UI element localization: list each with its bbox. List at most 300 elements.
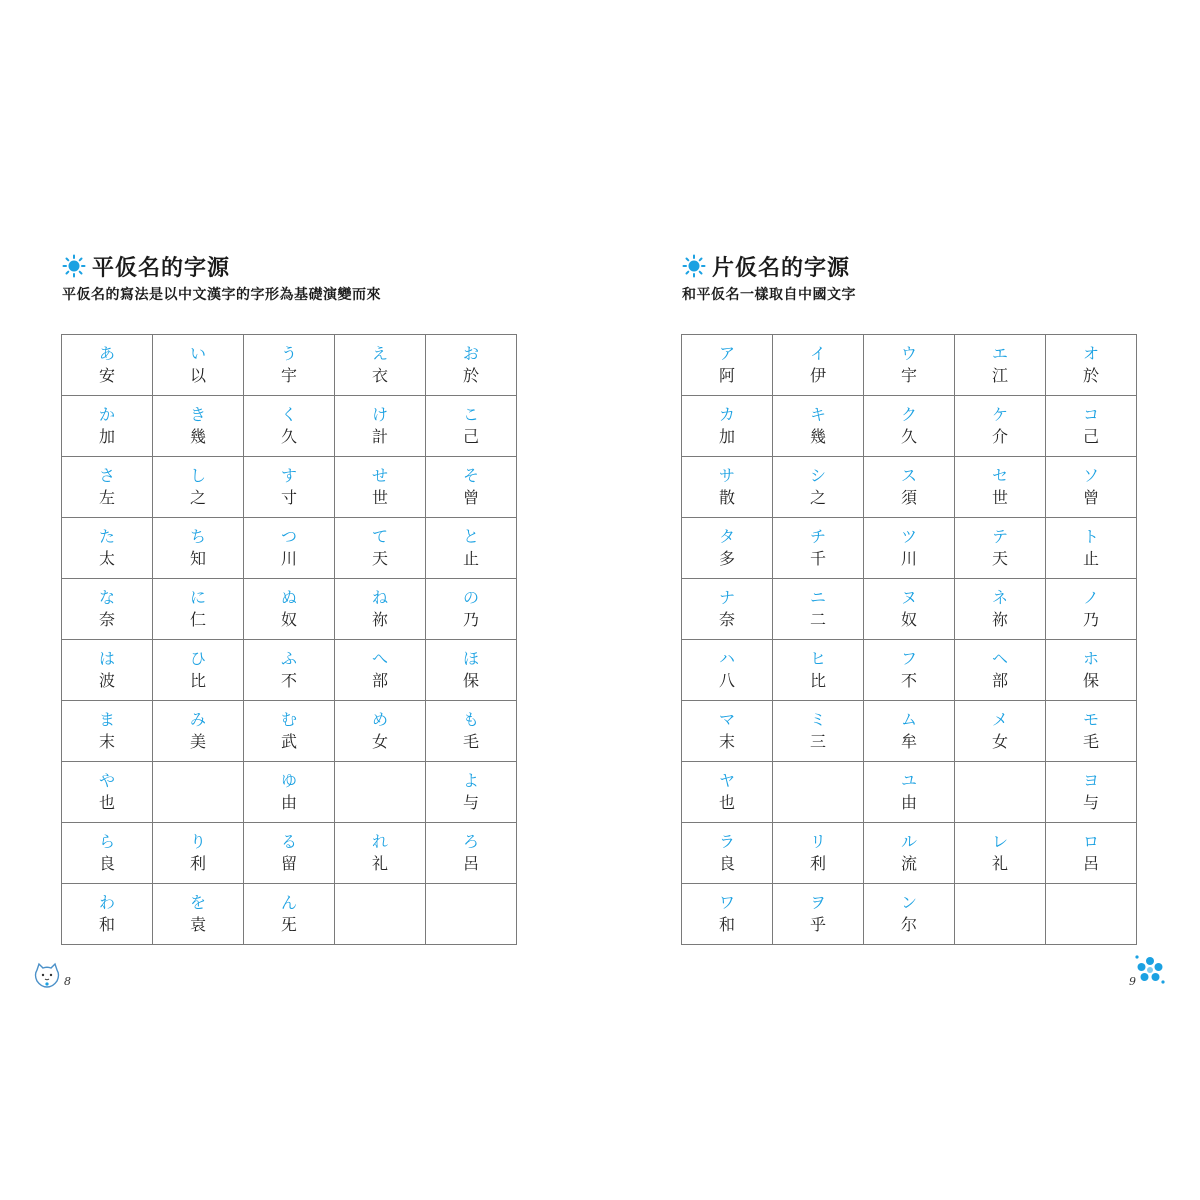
- source-kanji: 左: [98, 488, 115, 507]
- kana-char: む: [280, 710, 297, 729]
- kana-char: ユ: [900, 771, 917, 790]
- kana-char: と: [462, 527, 479, 546]
- kana-cell: [1046, 518, 1137, 579]
- source-kanji: 太: [98, 549, 115, 568]
- kana-char: ね: [371, 588, 388, 607]
- kana-cell: [773, 518, 864, 579]
- kana-char: に: [189, 588, 206, 607]
- kana-char: れ: [371, 832, 388, 851]
- kana-cell: [244, 335, 335, 396]
- kana-char: な: [98, 588, 115, 607]
- kana-char: ス: [900, 466, 917, 485]
- kana-cell: [153, 884, 244, 945]
- kana-cell: [62, 823, 153, 884]
- table-row: [62, 762, 517, 823]
- kana-cell: [244, 579, 335, 640]
- table-row: [682, 396, 1137, 457]
- kana-char: ふ: [280, 649, 297, 668]
- source-kanji: 由: [280, 793, 297, 812]
- kana-cell: [153, 457, 244, 518]
- kana-cell: [682, 396, 773, 457]
- kana-cell: [1046, 396, 1137, 457]
- kana-cell: [682, 518, 773, 579]
- kana-cell: [244, 823, 335, 884]
- kana-cell: [153, 396, 244, 457]
- kana-cell: [955, 884, 1046, 945]
- kana-char: ち: [189, 527, 206, 546]
- kana-cell: [773, 701, 864, 762]
- kana-cell: [864, 823, 955, 884]
- source-kanji: 毛: [462, 732, 479, 751]
- table-row: [62, 640, 517, 701]
- flower-icon: [1133, 953, 1167, 987]
- source-kanji: 江: [991, 366, 1008, 385]
- kana-char: ゆ: [280, 771, 297, 790]
- kana-cell: [955, 335, 1046, 396]
- source-kanji: 利: [809, 854, 826, 873]
- kana-char: ン: [900, 893, 917, 912]
- source-kanji: 由: [900, 793, 917, 812]
- kana-cell: [62, 762, 153, 823]
- kana-cell: [426, 640, 517, 701]
- kana-char: ウ: [900, 344, 917, 363]
- source-kanji: 波: [98, 671, 115, 690]
- source-kanji: 武: [280, 732, 297, 751]
- source-kanji: 末: [98, 732, 115, 751]
- kana-cell: [773, 762, 864, 823]
- source-kanji: 旡: [280, 915, 297, 934]
- kana-cell: [955, 701, 1046, 762]
- kana-char: ム: [900, 710, 917, 729]
- kana-char: ナ: [718, 588, 735, 607]
- source-kanji: 毛: [1082, 732, 1099, 751]
- source-kanji: 幾: [189, 427, 206, 446]
- sun-icon: [62, 254, 86, 278]
- source-kanji: 散: [718, 488, 735, 507]
- kana-char: エ: [991, 344, 1008, 363]
- kana-cell: [773, 640, 864, 701]
- kana-cell: [1046, 884, 1137, 945]
- source-kanji: 部: [371, 671, 388, 690]
- source-kanji: 奈: [98, 610, 115, 629]
- kana-cell: [62, 579, 153, 640]
- kana-cell: [426, 335, 517, 396]
- kana-char: こ: [462, 405, 479, 424]
- kana-char: ケ: [991, 405, 1008, 424]
- kana-cell: [426, 518, 517, 579]
- katakana-heading: [682, 250, 850, 282]
- source-kanji: 比: [189, 671, 206, 690]
- source-kanji: 保: [462, 671, 479, 690]
- kana-cell: [773, 396, 864, 457]
- kana-char: ク: [900, 405, 917, 424]
- kana-cell: [62, 396, 153, 457]
- kana-char: チ: [809, 527, 826, 546]
- kana-char: け: [371, 405, 388, 424]
- source-kanji: 良: [98, 854, 115, 873]
- source-kanji: 尔: [900, 915, 917, 934]
- kana-cell: [864, 762, 955, 823]
- kana-cell: [955, 396, 1046, 457]
- table-row: [62, 884, 517, 945]
- kana-char: も: [462, 710, 479, 729]
- kana-char: い: [189, 344, 206, 363]
- kana-char: タ: [718, 527, 735, 546]
- kana-cell: [955, 823, 1046, 884]
- table-row: [62, 579, 517, 640]
- source-kanji: 多: [718, 549, 735, 568]
- kana-char: え: [371, 344, 388, 363]
- table-row: [62, 335, 517, 396]
- kana-cell: [773, 823, 864, 884]
- source-kanji: 計: [371, 427, 388, 446]
- kana-char: マ: [718, 710, 735, 729]
- source-kanji: 之: [189, 488, 206, 507]
- katakana-table: [681, 334, 1137, 945]
- source-kanji: 女: [991, 732, 1008, 751]
- kana-char: オ: [1082, 344, 1099, 363]
- kana-cell: [426, 701, 517, 762]
- source-kanji: 川: [280, 549, 297, 568]
- source-kanji: 宇: [900, 366, 917, 385]
- kana-cell: [864, 579, 955, 640]
- source-kanji: 末: [718, 732, 735, 751]
- source-kanji: 不: [280, 671, 297, 690]
- source-kanji: 久: [280, 427, 297, 446]
- source-kanji: 之: [809, 488, 826, 507]
- source-kanji: 流: [900, 854, 917, 873]
- kana-cell: [682, 640, 773, 701]
- kana-char: あ: [98, 344, 115, 363]
- page-subtitle: 和平仮名一樣取自中國文字: [682, 287, 856, 303]
- kana-cell: [955, 579, 1046, 640]
- kana-char: せ: [371, 466, 388, 485]
- table-row: [62, 823, 517, 884]
- kana-cell: [955, 457, 1046, 518]
- kana-char: テ: [991, 527, 1008, 546]
- kana-char: し: [189, 466, 206, 485]
- kana-cell: [153, 518, 244, 579]
- kana-char: た: [98, 527, 115, 546]
- kana-cell: [244, 518, 335, 579]
- kana-cell: [682, 762, 773, 823]
- source-kanji: 呂: [1082, 854, 1099, 873]
- kana-char: の: [462, 588, 479, 607]
- source-kanji: 止: [1082, 549, 1099, 568]
- kana-cell: [244, 640, 335, 701]
- kana-cell: [426, 762, 517, 823]
- kana-cell: [773, 335, 864, 396]
- source-kanji: 曾: [1082, 488, 1099, 507]
- source-kanji: 美: [189, 732, 206, 751]
- source-kanji: 奴: [280, 610, 297, 629]
- kana-cell: [153, 823, 244, 884]
- table-row: [62, 396, 517, 457]
- source-kanji: 於: [1082, 366, 1099, 385]
- source-kanji: 於: [462, 366, 479, 385]
- kana-char: フ: [900, 649, 917, 668]
- kana-cell: [335, 884, 426, 945]
- kana-cell: [244, 457, 335, 518]
- kana-char: コ: [1082, 405, 1099, 424]
- source-kanji: 和: [718, 915, 735, 934]
- kana-cell: [426, 823, 517, 884]
- source-kanji: 須: [900, 488, 917, 507]
- kana-char: キ: [809, 405, 826, 424]
- source-kanji: 幾: [809, 427, 826, 446]
- kana-cell: [244, 701, 335, 762]
- kana-char: ア: [718, 344, 735, 363]
- kana-cell: [1046, 457, 1137, 518]
- source-kanji: 乎: [809, 915, 826, 934]
- page-number: 9: [1129, 975, 1136, 988]
- source-kanji: 安: [98, 366, 115, 385]
- right-page: [600, 0, 1200, 1200]
- source-kanji: 呂: [462, 854, 479, 873]
- page-number: 8: [64, 975, 71, 988]
- kana-char: り: [189, 832, 206, 851]
- kana-cell: [682, 823, 773, 884]
- source-kanji: 与: [1082, 793, 1099, 812]
- kana-cell: [955, 518, 1046, 579]
- table-row: [682, 579, 1137, 640]
- kana-char: ぬ: [280, 588, 297, 607]
- table-row: [682, 518, 1137, 579]
- source-kanji: 寸: [280, 488, 297, 507]
- kana-cell: [335, 823, 426, 884]
- cat-icon: [32, 962, 62, 990]
- kana-cell: [426, 396, 517, 457]
- kana-char: や: [98, 771, 115, 790]
- kana-cell: [955, 640, 1046, 701]
- source-kanji: 己: [1082, 427, 1099, 446]
- kana-char: る: [280, 832, 297, 851]
- source-kanji: 乃: [1082, 610, 1099, 629]
- source-kanji: 三: [809, 732, 826, 751]
- source-kanji: 衣: [371, 366, 388, 385]
- kana-char: ヤ: [718, 771, 735, 790]
- kana-cell: [335, 396, 426, 457]
- kana-char: リ: [809, 832, 826, 851]
- source-kanji: 奈: [718, 610, 735, 629]
- kana-char: ロ: [1082, 832, 1099, 851]
- kana-cell: [682, 457, 773, 518]
- kana-char: カ: [718, 405, 735, 424]
- kana-cell: [244, 396, 335, 457]
- kana-char: わ: [98, 893, 115, 912]
- kana-cell: [62, 640, 153, 701]
- kana-cell: [426, 457, 517, 518]
- source-kanji: 保: [1082, 671, 1099, 690]
- kana-cell: [864, 640, 955, 701]
- kana-char: ん: [280, 893, 297, 912]
- hiragana-table: [61, 334, 517, 945]
- table-row: [682, 823, 1137, 884]
- source-kanji: 介: [991, 427, 1008, 446]
- kana-char: ノ: [1082, 588, 1099, 607]
- source-kanji: 止: [462, 549, 479, 568]
- kana-cell: [864, 396, 955, 457]
- kana-char: め: [371, 710, 388, 729]
- kana-cell: [244, 762, 335, 823]
- kana-char: ヘ: [991, 649, 1008, 668]
- page-title: 平仮名的字源: [92, 255, 231, 281]
- kana-cell: [1046, 762, 1137, 823]
- kana-cell: [62, 457, 153, 518]
- kana-char: ニ: [809, 588, 826, 607]
- kana-char: く: [280, 405, 297, 424]
- kana-cell: [335, 762, 426, 823]
- source-kanji: 知: [189, 549, 206, 568]
- sun-icon: [682, 254, 706, 278]
- source-kanji: 留: [280, 854, 297, 873]
- kana-cell: [426, 884, 517, 945]
- source-kanji: 袁: [189, 915, 206, 934]
- kana-cell: [955, 762, 1046, 823]
- kana-cell: [1046, 579, 1137, 640]
- kana-char: セ: [991, 466, 1008, 485]
- kana-cell: [1046, 701, 1137, 762]
- source-kanji: 礼: [371, 854, 388, 873]
- kana-char: う: [280, 344, 297, 363]
- kana-char: ラ: [718, 832, 735, 851]
- kana-cell: [773, 457, 864, 518]
- kana-char: そ: [462, 466, 479, 485]
- source-kanji: 己: [462, 427, 479, 446]
- kana-cell: [153, 640, 244, 701]
- page-subtitle: 平仮名的寫法是以中文漢字的字形為基礎演變而來: [62, 287, 381, 303]
- table-row: [682, 335, 1137, 396]
- source-kanji: 宇: [280, 366, 297, 385]
- kana-char: へ: [371, 649, 388, 668]
- kana-cell: [335, 640, 426, 701]
- source-kanji: 久: [900, 427, 917, 446]
- kana-char: メ: [991, 710, 1008, 729]
- table-row: [62, 457, 517, 518]
- kana-cell: [864, 518, 955, 579]
- source-kanji: 良: [718, 854, 735, 873]
- kana-char: か: [98, 405, 115, 424]
- table-row: [682, 884, 1137, 945]
- kana-char: ハ: [718, 649, 735, 668]
- source-kanji: 比: [809, 671, 826, 690]
- table-row: [682, 457, 1137, 518]
- kana-char: よ: [462, 771, 479, 790]
- kana-cell: [864, 335, 955, 396]
- hiragana-heading: [62, 250, 230, 282]
- kana-cell: [864, 457, 955, 518]
- source-kanji: 阿: [718, 366, 735, 385]
- kana-char: つ: [280, 527, 297, 546]
- kana-char: ネ: [991, 588, 1008, 607]
- kana-cell: [1046, 823, 1137, 884]
- source-kanji: 天: [371, 549, 388, 568]
- source-kanji: 利: [189, 854, 206, 873]
- kana-char: ひ: [189, 649, 206, 668]
- kana-char: を: [189, 893, 206, 912]
- kana-char: て: [371, 527, 388, 546]
- table-row: [682, 762, 1137, 823]
- kana-cell: [682, 701, 773, 762]
- kana-char: サ: [718, 466, 735, 485]
- source-kanji: 加: [718, 427, 735, 446]
- source-kanji: 女: [371, 732, 388, 751]
- source-kanji: 不: [900, 671, 917, 690]
- source-kanji: 牟: [900, 732, 917, 751]
- kana-cell: [153, 762, 244, 823]
- kana-char: ソ: [1082, 466, 1099, 485]
- kana-cell: [1046, 640, 1137, 701]
- source-kanji: 也: [98, 793, 115, 812]
- kana-cell: [682, 579, 773, 640]
- table-row: [682, 640, 1137, 701]
- source-kanji: 天: [991, 549, 1008, 568]
- source-kanji: 川: [900, 549, 917, 568]
- source-kanji: 伊: [809, 366, 826, 385]
- kana-char: イ: [809, 344, 826, 363]
- kana-char: ト: [1082, 527, 1099, 546]
- table-row: [682, 701, 1137, 762]
- kana-cell: [864, 701, 955, 762]
- kana-cell: [153, 579, 244, 640]
- kana-cell: [682, 335, 773, 396]
- kana-cell: [773, 579, 864, 640]
- kana-char: レ: [991, 832, 1008, 851]
- kana-cell: [244, 884, 335, 945]
- kana-char: み: [189, 710, 206, 729]
- kana-char: ま: [98, 710, 115, 729]
- page-title: 片仮名的字源: [712, 255, 851, 281]
- kana-char: シ: [809, 466, 826, 485]
- kana-char: ワ: [718, 893, 735, 912]
- kana-cell: [426, 579, 517, 640]
- kana-cell: [773, 884, 864, 945]
- kana-cell: [1046, 335, 1137, 396]
- source-kanji: 和: [98, 915, 115, 934]
- kana-cell: [335, 518, 426, 579]
- source-kanji: 以: [189, 366, 206, 385]
- table-row: [62, 701, 517, 762]
- kana-char: ツ: [900, 527, 917, 546]
- source-kanji: 二: [809, 610, 826, 629]
- kana-char: お: [462, 344, 479, 363]
- kana-char: ほ: [462, 649, 479, 668]
- kana-char: モ: [1082, 710, 1099, 729]
- source-kanji: 祢: [371, 610, 388, 629]
- source-kanji: 曾: [462, 488, 479, 507]
- kana-cell: [62, 518, 153, 579]
- kana-cell: [62, 701, 153, 762]
- kana-char: ヒ: [809, 649, 826, 668]
- kana-cell: [335, 457, 426, 518]
- source-kanji: 与: [462, 793, 479, 812]
- kana-char: ル: [900, 832, 917, 851]
- kana-cell: [335, 579, 426, 640]
- kana-cell: [682, 884, 773, 945]
- source-kanji: 乃: [462, 610, 479, 629]
- source-kanji: 千: [809, 549, 826, 568]
- kana-char: ろ: [462, 832, 479, 851]
- kana-char: ヲ: [809, 893, 826, 912]
- kana-char: ミ: [809, 710, 826, 729]
- kana-char: ホ: [1082, 649, 1099, 668]
- kana-char: さ: [98, 466, 115, 485]
- kana-cell: [864, 884, 955, 945]
- source-kanji: 奴: [900, 610, 917, 629]
- kana-char: ら: [98, 832, 115, 851]
- source-kanji: 世: [371, 488, 388, 507]
- source-kanji: 世: [991, 488, 1008, 507]
